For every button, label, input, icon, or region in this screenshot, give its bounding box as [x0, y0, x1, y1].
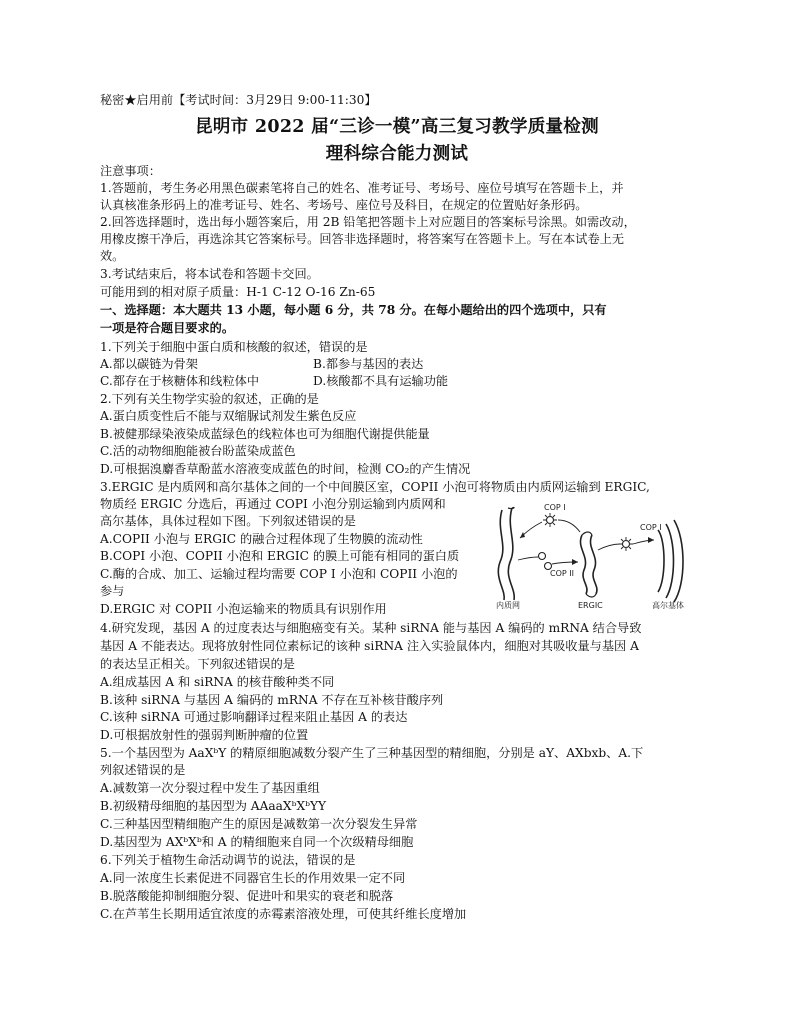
section-heading: 一、选择题：本大题共 13 小题，每小题 6 分，共 78 分。在每小题给出的四个选项中，只有	[100, 303, 607, 317]
question-2-stem: 2.下列有关生物学实验的叙述，正确的是	[100, 392, 319, 406]
ergic-transport-figure	[494, 500, 694, 610]
option-2a: A.蛋白质变性后不能与双缩脲试剂发生紫色反应	[100, 409, 357, 423]
question-3-stem: 3.ERGIC 是内质网和高尔基体之间的一个中间膜区室，COPII 小泡可将物质由内质网运输到 ERGIC,	[100, 480, 650, 494]
option-4d: D.可根据放射性的强弱判断肿瘤的位置	[100, 728, 309, 742]
note-line: 用橡皮擦干净后，再选涂其它答案标号。回答非选择题时，将答案写在答题卡上。写在本试卷上无	[100, 232, 625, 246]
option-4c: C.该种 siRNA 可通过影响翻译过程来阻止基因 A 的表达	[100, 710, 408, 724]
option-5b: B.初级精母细胞的基因型为 AAaaXᵇXᵇYY	[100, 799, 327, 813]
option-1c: C.都存在于核糖体和线粒体中	[100, 374, 260, 388]
question-5-stem: 5.一个基因型为 AaXᵇY 的精原细胞减数分裂产生了三种基因型的精细胞，分别是 aY、AXbxb、A.下	[100, 746, 644, 760]
option-2c: C.活的动物细胞能被台盼蓝染成蓝色	[100, 444, 296, 458]
note-line: 1.答题前，考生务必用黑色碳素笔将自己的姓名、准考证号、考场号、座位号填写在答题卡上，并	[100, 181, 624, 195]
option-3a: A.COPII 小泡与 ERGIC 的融合过程体现了生物膜的流动性	[100, 532, 423, 546]
label-er: 内质网	[496, 601, 520, 610]
note-line: 效。	[100, 249, 125, 263]
question-4-stem-cont: 基因 A 不能表达。现将放射性同位素标记的该种 siRNA 注入实验鼠体内，细胞对其吸收量与基因 A	[100, 639, 639, 653]
option-4b: B.该种 siRNA 与基因 A 编码的 mRNA 不存在互补核苷酸序列	[100, 693, 444, 707]
exam-subtitle: 理科综合能力测试	[325, 144, 469, 164]
question-1-stem: 1.下列关于细胞中蛋白质和核酸的叙述，错误的是	[100, 340, 368, 354]
label-ergic: ERGIC	[578, 601, 603, 610]
label-golgi: 高尔基体	[652, 601, 684, 610]
label-copii: COP II	[550, 569, 574, 578]
option-3c-cont: 参与	[100, 584, 125, 598]
option-5c: C.三种基因型精细胞产生的原因是减数第一次分裂发生异常	[100, 817, 418, 831]
option-2d: D.可根据溴麝香草酚蓝水溶液变成蓝色的时间，检测 CO₂的产生情况	[100, 462, 471, 476]
confidential-header: 秘密★启用前【考试时间：3月29日 9:00-11:30】	[100, 93, 377, 107]
option-4a: A.组成基因 A 和 siRNA 的核苷酸种类不同	[100, 675, 335, 689]
option-3b: B.COPI 小泡、COPII 小泡和 ERGIC 的膜上可能有相同的蛋白质	[100, 549, 460, 563]
label-copi-top: COP I	[544, 503, 566, 512]
question-4-stem-cont: 的表达呈正相关。下列叙述错误的是	[100, 657, 295, 671]
option-1a: A.都以碳链为骨架	[100, 357, 198, 371]
exam-title: 昆明市 2022 届“三诊一模”高三复习教学质量检测	[195, 117, 599, 137]
label-copi-right: COP I	[640, 523, 662, 532]
option-6a: A.同一浓度生长素促进不同器官生长的作用效果一定不同	[100, 871, 406, 885]
question-4-stem: 4.研究发现，基因 A 的过度表达与细胞癌变有关。某种 siRNA 能与基因 A 编码的 mRNA 结合导致	[100, 621, 642, 635]
option-5d: D.基因型为 AXᵇXᵇ和 A 的精细胞来自同一个次级精母细胞	[100, 835, 414, 849]
question-6-stem: 6.下列关于植物生命活动调节的说法，错误的是	[100, 853, 356, 867]
section-heading-cont: 一项是符合题目要求的。	[100, 321, 235, 335]
notes-heading: 注意事项：	[100, 164, 161, 178]
note-line: 3.考试结束后，将本试卷和答题卡交回。	[100, 267, 319, 281]
option-1d: D.核酸都不具有运输功能	[313, 374, 449, 388]
atomic-masses: 可能用到的相对原子质量：H-1 C-12 O-16 Zn-65	[100, 285, 376, 299]
note-line: 2.回答选择题时，选出每小题答案后，用 2B 铅笔把答题卡上对应题目的答案标号涂黑。如需改动，	[100, 215, 636, 229]
option-6b: B.脱落酸能抑制细胞分裂、促进叶和果实的衰老和脱落	[100, 889, 394, 903]
option-6c: C.在芦苇生长期用适宜浓度的赤霉素溶液处理，可使其纤维长度增加	[100, 907, 467, 921]
option-3c: C.酶的合成、加工、运输过程均需要 COP I 小泡和 COPII 小泡的	[100, 567, 458, 581]
option-5a: A.减数第一次分裂过程中发生了基因重组	[100, 781, 320, 795]
question-5-stem-cont: 列叙述错误的是	[100, 763, 186, 777]
note-line: 认真核准条形码上的准考证号、姓名、考场号、座位号及科目，在规定的位置贴好条形码。	[100, 198, 588, 212]
option-2b: B.被健那绿染液染成蓝绿色的线粒体也可为细胞代谢提供能量	[100, 427, 430, 441]
question-3-stem-cont: 高尔基体，具体过程如下图。下列叙述错误的是	[100, 514, 356, 528]
option-3d: D.ERGIC 对 COPII 小泡运输来的物质具有识别作用	[100, 602, 387, 616]
option-1b: B.都参与基因的表达	[313, 357, 424, 371]
question-3-stem-cont: 物质经 ERGIC 分选后，再通过 COPI 小泡分别运输到内质网和	[100, 497, 446, 511]
